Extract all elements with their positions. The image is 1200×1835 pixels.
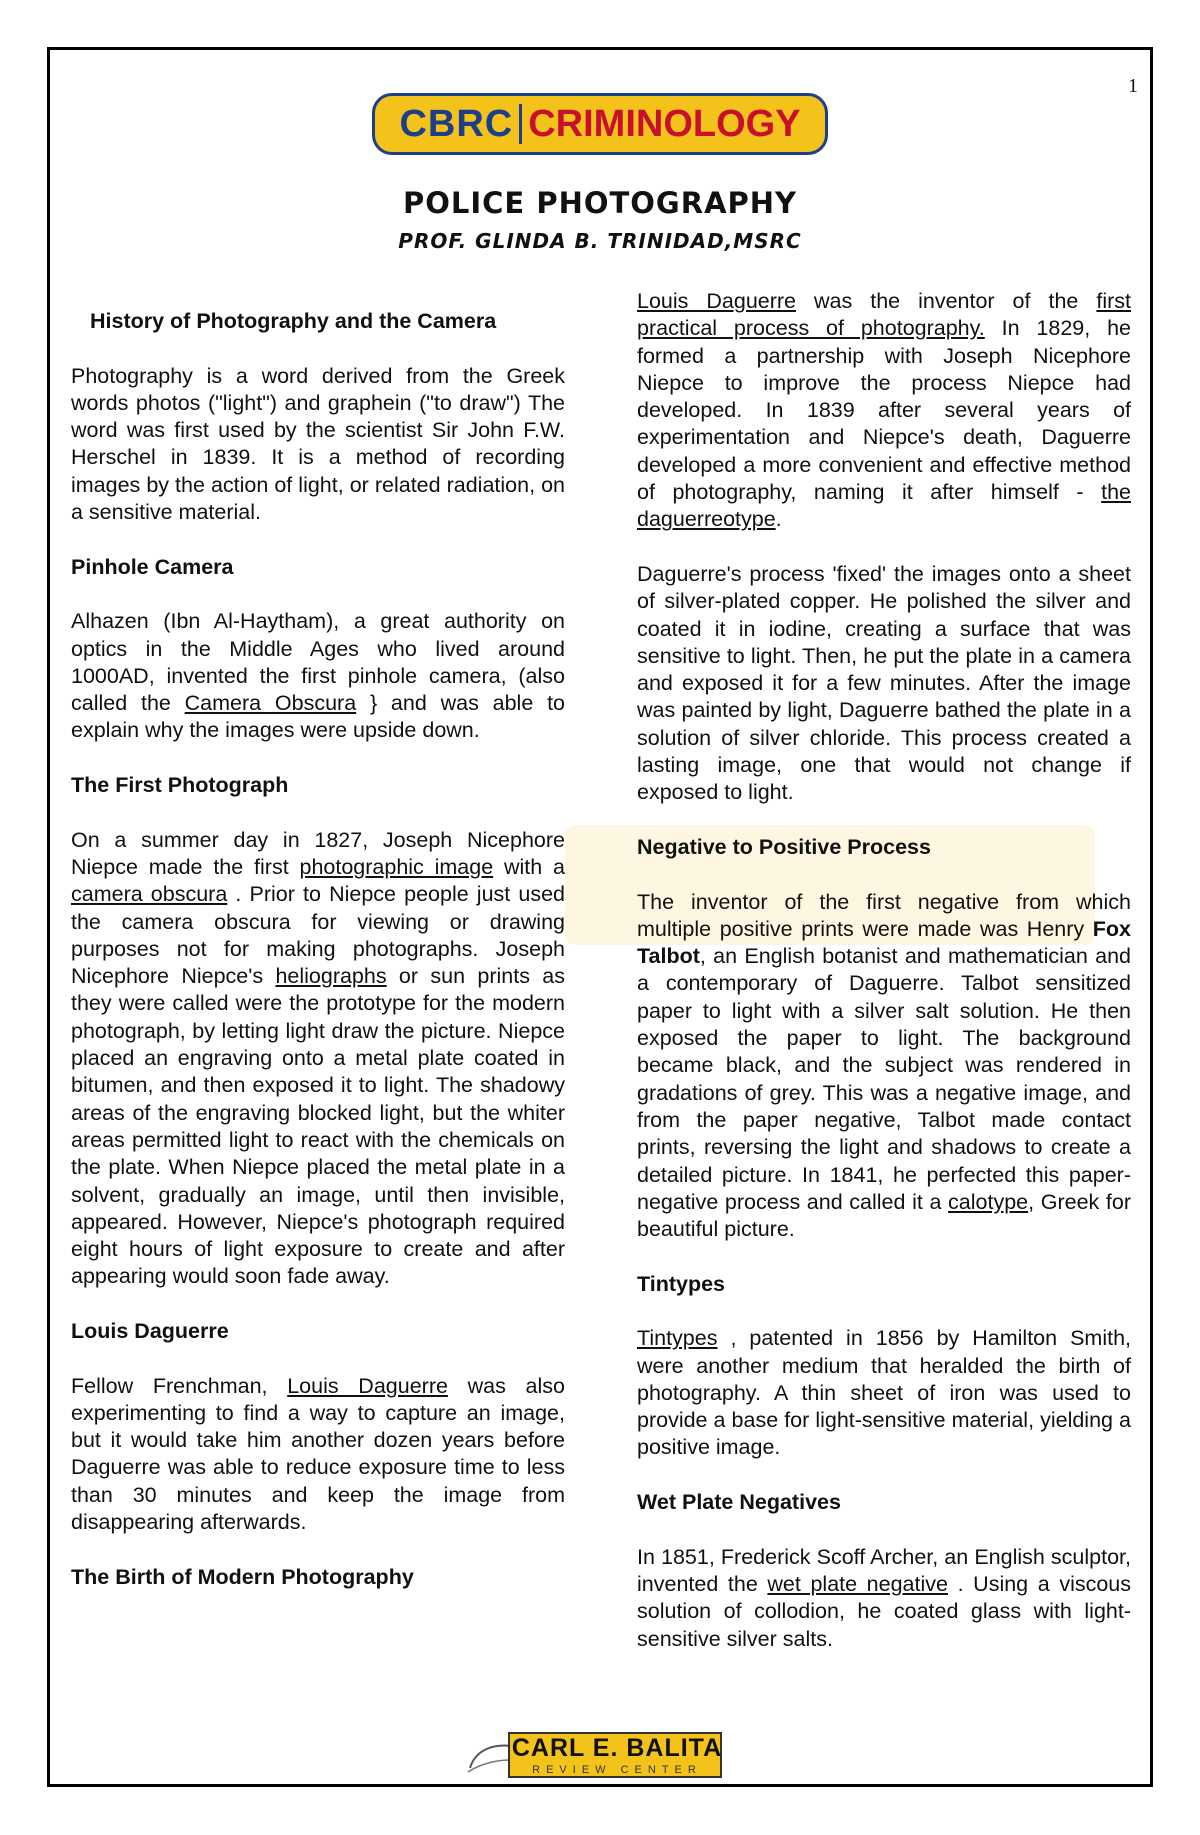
paragraph-pinhole: Alhazen (Ibn Al-Haytham), a great authority on optics in the Middle Ages who lived around 1000AD, invented the first pinhole camera, (also called the Camera Obscura } and was able to explain why the images were upside down. <box>71 609 565 743</box>
footer-logo-box <box>508 1732 722 1778</box>
paragraph-history: Photography is a word derived from the Greek words photos ("light") and graphein ("to draw") The word was first used by the scientist Sir John F.W. Herschel in 1839. It is a method of recording images by the action of light, or related radiation, on a sensitive material. <box>71 363 565 525</box>
paragraph-negative-to-positive: The inventor of the first negative from which multiple positive prints were made was Henry Fox Talbot, an English botanist and mathematician and a contemporary of Daguerre. Talbot sensitized paper to light with a silver salt solution. He then exposed the paper to light. The background became black, and the subject was rendered in gradations of grey. This was a negative image, and from the paper negative, Talbot made contact prints, reversing the light and shadows to create a detailed picture. In 1841, he perfected this paper-negative process and called it a calotype, Greek for beautiful picture. <box>637 889 1131 1242</box>
link-photographic-image[interactable]: photographic image <box>299 854 494 879</box>
link-wet-plate-negative[interactable]: wet plate negative <box>767 1571 948 1596</box>
carl-e-balita-logo <box>466 1730 726 1782</box>
link-daguerreotype[interactable]: the daguerreotype <box>637 480 1131 532</box>
link-first-practical-process[interactable]: first practical process of photography. <box>637 289 1131 341</box>
swoosh-icon <box>466 1738 514 1778</box>
paragraph-daguerre-process: Daguerre's process 'fixed' the images onto a sheet of silver-plated copper. He polished the silver and coated it in iodine, creating a surface that was sensitive to light. Then, he put the plate in a camera and exposed it for a few minutes. After the image was painted by light, Daguerre bathed the plate in a solution of silver chloride. This process created a lasting image, one that would not change if exposed to light. <box>637 561 1131 805</box>
paragraph-first-photograph: On a summer day in 1827, Joseph Nicephore Niepce made the first photographic image with a camera obscura . Prior to Niepce people just used the camera obscura for viewing or drawing purposes not for making photographs. Joseph Nicephore Niepce's heliographs or sun prints as they were called were the prototype for the modern photograph, by letting light draw the picture. Niepce placed an engraving onto a metal plate coated in bitumen, and then exposed it to light. The shadowy areas of the engraving blocked light, but the whiter areas permitted light to react with the chemicals on the plate. When Niepce placed the metal plate in a solvent, gradually an image, until then invisible, appeared. However, Niepce's photograph required eight hours of light exposure to create and after appearing would soon fade away. <box>71 827 566 1289</box>
link-louis-daguerre-2[interactable]: Louis Daguerre <box>637 289 797 313</box>
page-number: 1 <box>1128 75 1138 97</box>
cbrc-criminology-logo <box>372 93 828 155</box>
heading-louis-daguerre: Louis Daguerre <box>71 1318 229 1343</box>
heading-birth-modern-photography: The Birth of Modern Photography <box>71 1564 414 1589</box>
page-title: POLICE PHOTOGRAPHY <box>402 186 798 220</box>
left-column <box>71 308 565 1618</box>
link-louis-daguerre[interactable]: Louis Daguerre <box>287 1373 448 1398</box>
link-camera-obscura-2[interactable]: camera obscura <box>71 882 228 907</box>
heading-pinhole-camera: Pinhole Camera <box>71 554 234 579</box>
paragraph-tintypes: Tintypes , patented in 1856 by Hamilton Smith, were another medium that heralded the birth of photography. A thin sheet of iron was used to provide a base for light-sensitive material, yielding a positive image. <box>637 1326 1131 1460</box>
logo-divider <box>519 104 522 144</box>
heading-first-photograph: The First Photograph <box>71 773 289 798</box>
link-calotype[interactable]: calotype <box>948 1189 1029 1214</box>
paragraph-wet-plate: In 1851, Frederick Scoff Archer, an English sculptor, invented the wet plate negative . Using a viscous solution of collodion, he coated glass with light-sensitive silver salts. <box>637 1544 1132 1651</box>
footer-logo-name: CARL E. BALITA <box>511 1734 723 1762</box>
right-column <box>637 288 1131 1680</box>
footer-logo-subtitle: REVIEW CENTER <box>532 1764 702 1776</box>
paragraph-birth-modern-photography: Louis Daguerre was the inventor of the first practical process of photography. In 1829, he formed a partnership with Joseph Nicephore Niepce to improve the process Niepce had developed. In 1839 after several years of experimentation and Niepce's death, Daguerre developed a more convenient and effective method of photography, naming it after himself - the daguerreotype. <box>637 289 1131 532</box>
heading-history: History of Photography and the Camera <box>90 309 497 333</box>
logo-cbrc-text: CBRC <box>399 102 514 145</box>
paragraph-louis-daguerre: Fellow Frenchman, Louis Daguerre was also experimenting to find a way to capture an image, but it would take him another dozen years before Daguerre was able to reduce exposure time to less than 30 minutes and keep the image from disappearing afterwards. <box>71 1373 565 1535</box>
link-tintypes[interactable]: Tintypes <box>637 1326 718 1351</box>
link-camera-obscura[interactable]: Camera Obscura <box>184 691 357 716</box>
logo-criminology-text: CRIMINOLOGY <box>528 102 801 145</box>
link-heliographs[interactable]: heliographs <box>275 964 387 989</box>
heading-negative-to-positive: Negative to Positive Process <box>637 834 931 859</box>
heading-tintypes: Tintypes <box>637 1271 726 1296</box>
heading-wet-plate-negatives: Wet Plate Negatives <box>637 1490 841 1515</box>
author-line: PROF. GLINDA B. TRINIDAD,MSRC <box>398 229 802 253</box>
